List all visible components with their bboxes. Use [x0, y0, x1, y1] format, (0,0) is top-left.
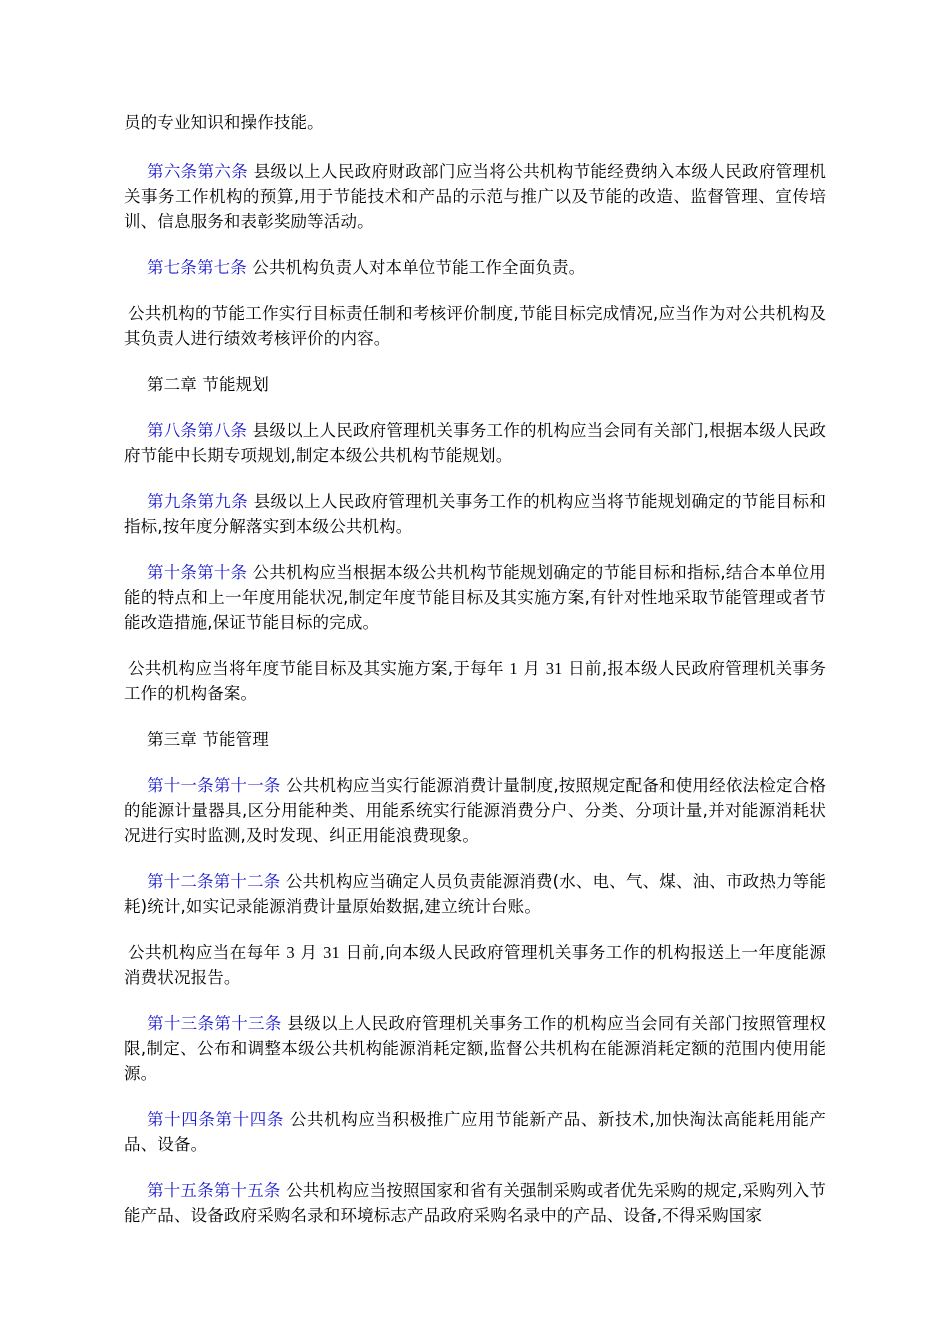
- article-heading[interactable]: 第十一条第十一条: [147, 776, 281, 795]
- article-14: 第十四条第十四条 公共机构应当积极推广应用节能新产品、新技术,加快淘汰高能耗用能产品、设备。: [124, 1110, 826, 1154]
- article-heading[interactable]: 第十五条第十五条: [147, 1181, 281, 1200]
- article-13: 第十三条第十三条 县级以上人民政府管理机关事务工作的机构应当会同有关部门按照管理权限,制定、公布和调整本级公共机构能源消耗定额,监督公共机构在能源消耗定额的范围内使用能源。: [124, 1014, 826, 1083]
- chapter-heading: 第三章 节能管理: [147, 730, 269, 749]
- article-9: 第九条第九条 县级以上人民政府管理机关事务工作的机构应当将节能规划确定的节能目标和指标,按年度分解落实到本级公共机构。: [124, 492, 826, 536]
- article-6: 第六条第六条 县级以上人民政府财政部门应当将公共机构节能经费纳入本级人民政府管理机关事务工作机构的预算,用于节能技术和产品的示范与推广以及节能的改造、监督管理、宣传培训、信息服务和表彰奖励等活动。: [124, 162, 826, 231]
- paragraph: 公共机构应当将年度节能目标及其实施方案,于每年 1 月 31 日前,报本级人民政府管理机关事务工作的机构备案。: [124, 659, 826, 703]
- article-12: 第十二条第十二条 公共机构应当确定人员负责能源消费(水、电、气、煤、油、市政热力等能耗)统计,如实记录能源消费计量原始数据,建立统计台账。: [124, 872, 826, 916]
- article-heading[interactable]: 第十四条第十四条: [147, 1110, 284, 1129]
- article-heading[interactable]: 第八条第八条: [147, 421, 248, 440]
- paragraph: 公共机构应当在每年 3 月 31 日前,向本级人民政府管理机关事务工作的机构报送上一年度能源消费状况报告。: [124, 943, 826, 987]
- article-heading[interactable]: 第七条第七条: [147, 258, 247, 277]
- article-heading[interactable]: 第十条第十条: [147, 563, 248, 582]
- article-heading[interactable]: 第十三条第十三条: [147, 1014, 282, 1033]
- article-heading[interactable]: 第九条第九条: [147, 492, 249, 511]
- chapter-heading: 第二章 节能规划: [147, 375, 269, 394]
- paragraph-continuation: 员的专业知识和操作技能。: [124, 113, 324, 132]
- document-body: [124, 110, 826, 1249]
- article-heading[interactable]: 第十二条第十二条: [147, 872, 281, 891]
- article-heading[interactable]: 第六条第六条: [147, 162, 249, 181]
- article-11: 第十一条第十一条 公共机构应当实行能源消费计量制度,按照规定配备和使用经依法检定合格的能源计量器具,区分用能种类、用能系统实行能源消费分户、分类、分项计量,并对能源消耗状况进行实时监测,及时发现、纠正用能浪费现象。: [124, 776, 827, 845]
- paragraph: 公共机构的节能工作实行目标责任制和考核评价制度,节能目标完成情况,应当作为对公共机构及其负责人进行绩效考核评价的内容。: [124, 304, 826, 348]
- article-8: 第八条第八条 县级以上人民政府管理机关事务工作的机构应当会同有关部门,根据本级人民政府节能中长期专项规划,制定本级公共机构节能规划。: [124, 421, 827, 465]
- article-7: 第七条第七条 公共机构负责人对本单位节能工作全面负责。: [147, 258, 586, 277]
- article-10: 第十条第十条 公共机构应当根据本级公共机构节能规划确定的节能目标和指标,结合本单位用能的特点和上一年度用能状况,制定年度节能目标及其实施方案,有针对性地采取节能管理或者节能改造措施,保证节能目标的完成。: [124, 563, 827, 632]
- article-15: 第十五条第十五条 公共机构应当按照国家和省有关强制采购或者优先采购的规定,采购列入节能产品、设备政府采购名录和环境标志产品政府采购名录中的产品、设备,不得采购国家: [124, 1181, 827, 1225]
